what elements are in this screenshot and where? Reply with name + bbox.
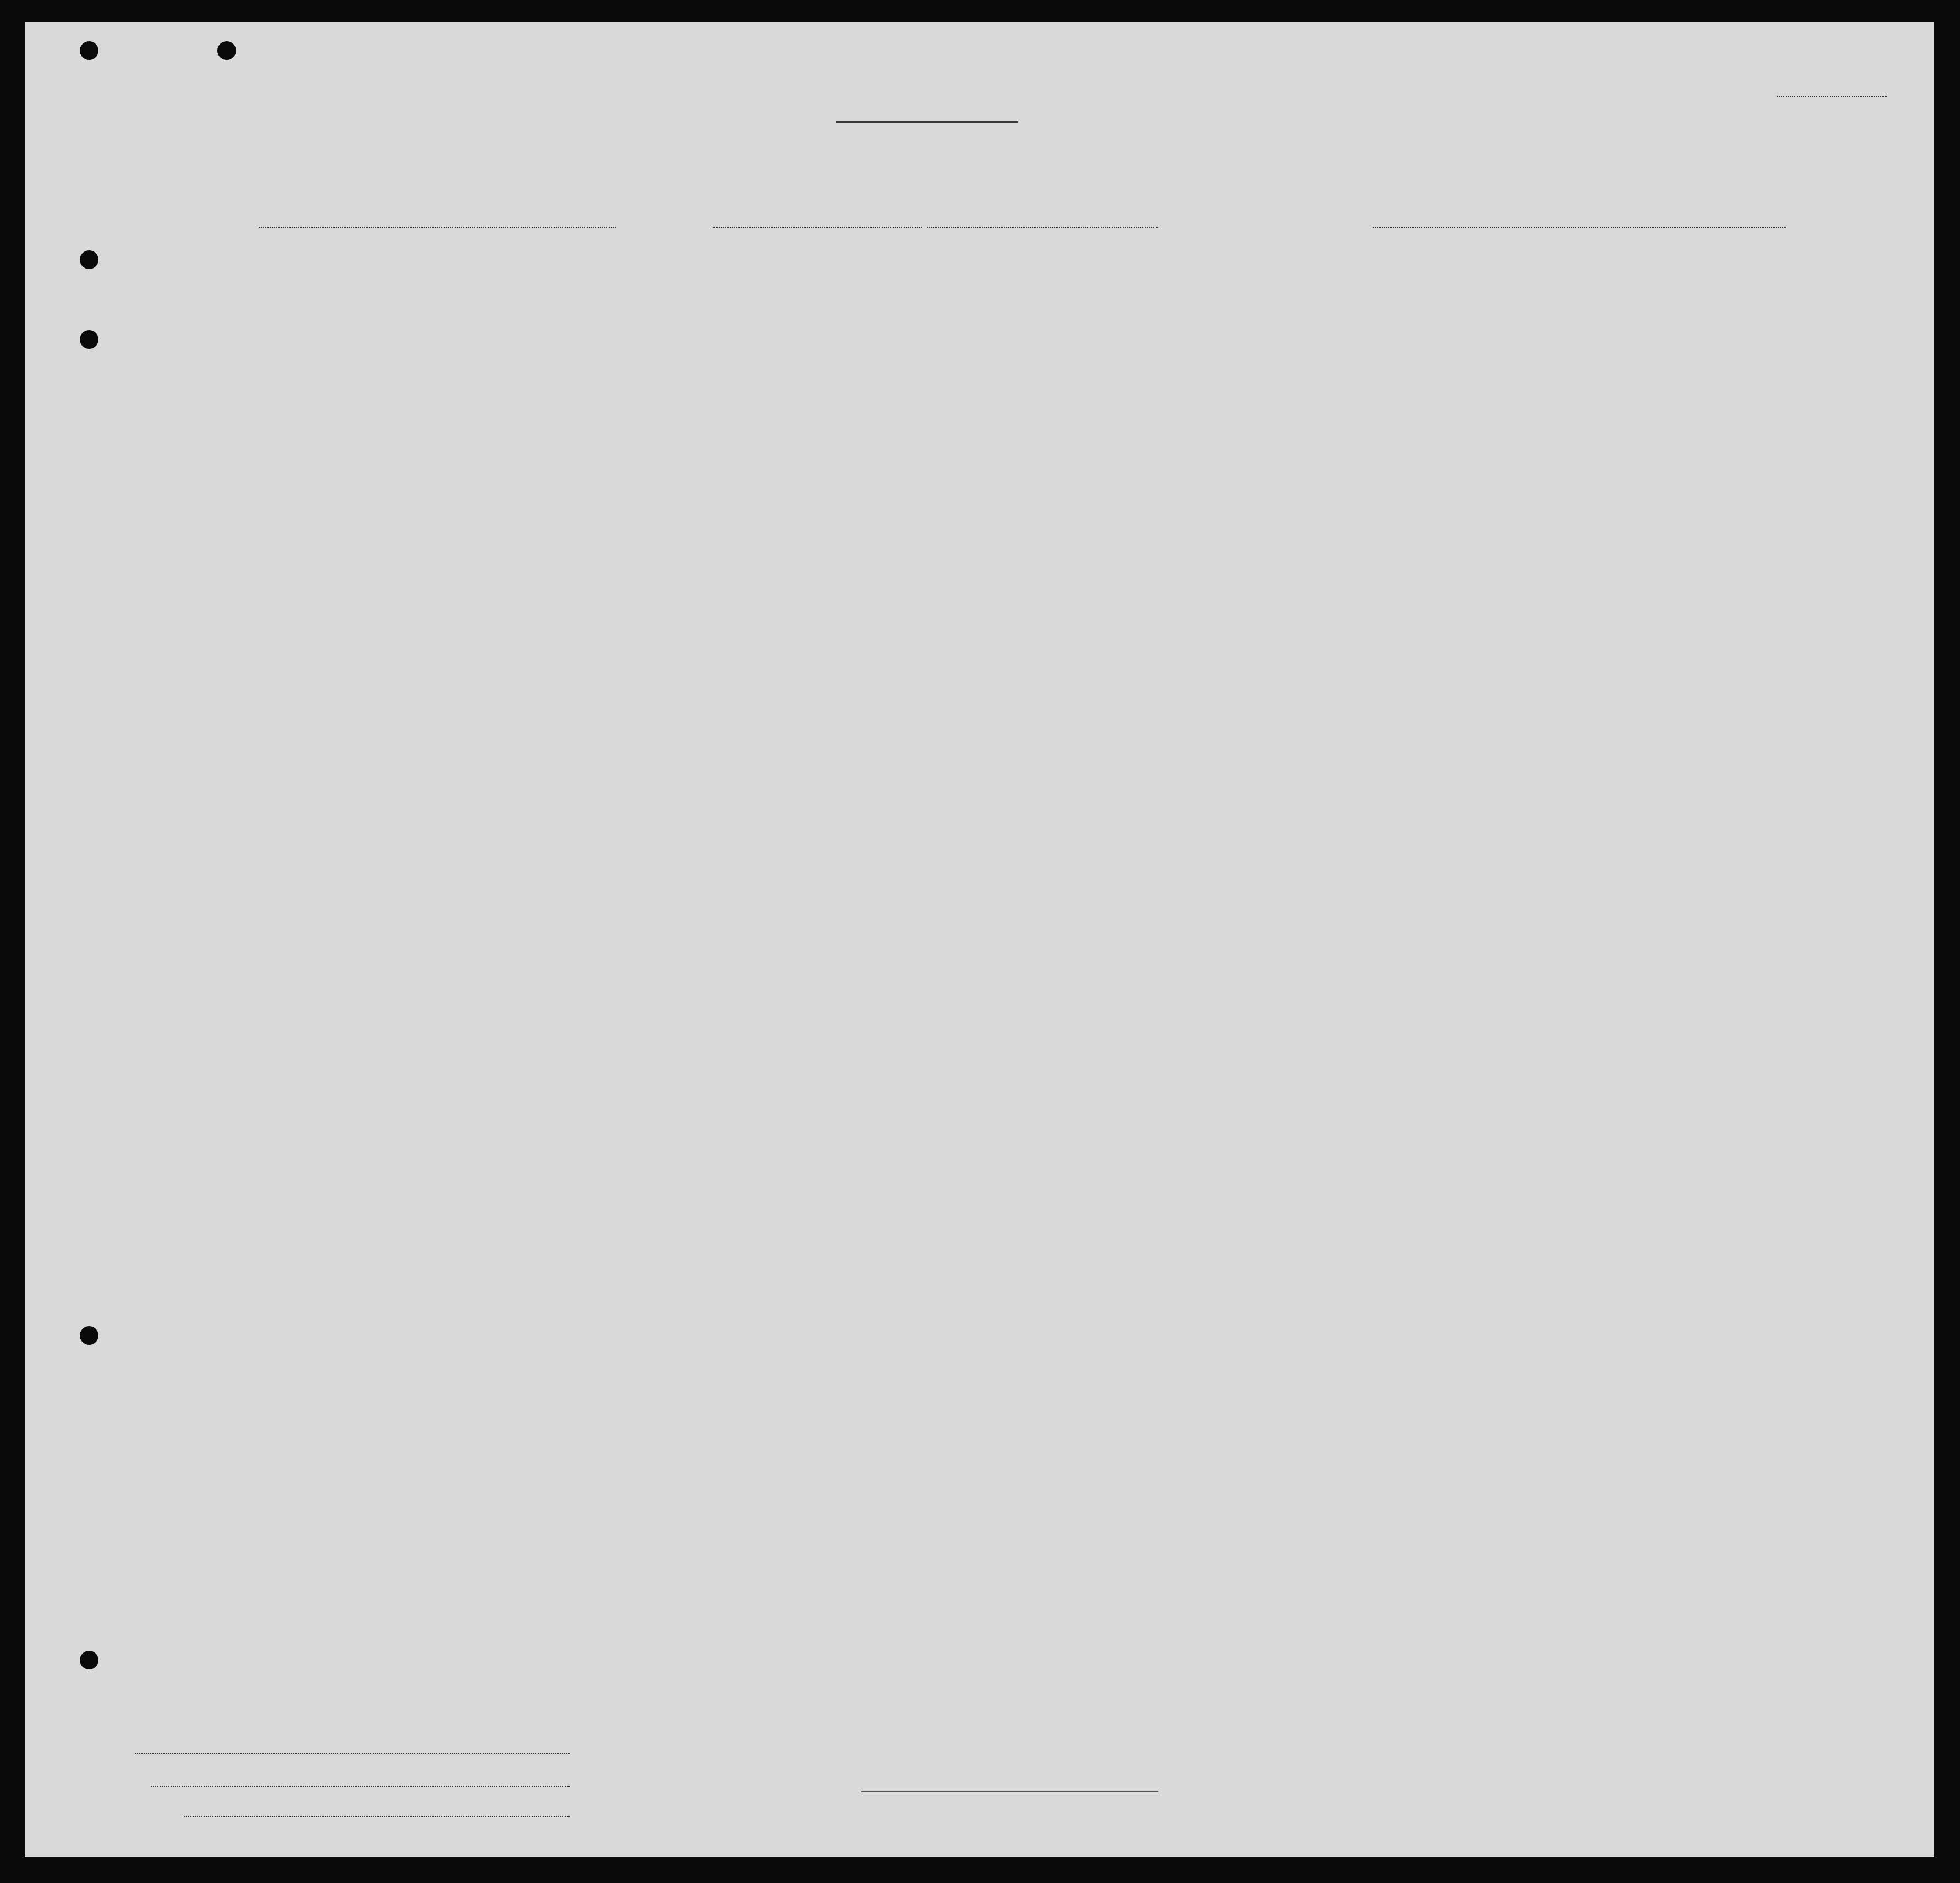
crew-table xyxy=(91,248,1929,1709)
arriving-underline xyxy=(713,227,922,228)
vessel-underline xyxy=(259,227,616,228)
date-underline xyxy=(927,227,1158,228)
agents-field xyxy=(184,1816,570,1817)
line-field xyxy=(135,1753,570,1754)
from-port-underline xyxy=(1373,227,1786,228)
punch-hole xyxy=(80,41,98,60)
manifest-sheet xyxy=(25,22,1934,1857)
inspector-line xyxy=(861,1791,1158,1792)
footer xyxy=(25,1722,1934,1857)
owners-field xyxy=(151,1786,570,1787)
title-underline xyxy=(836,121,1018,123)
sheet-underline xyxy=(1777,96,1887,97)
punch-hole xyxy=(217,41,236,60)
